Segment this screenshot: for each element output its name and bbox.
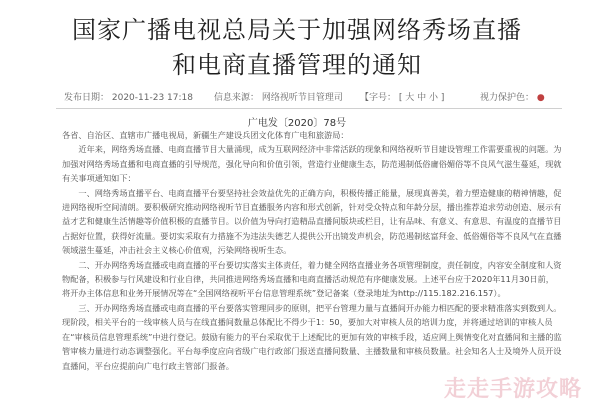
header-divider xyxy=(56,108,562,109)
info-source: 信息来源： 网络视听节目管理司 xyxy=(214,93,343,103)
publish-date: 发布日期： 2020-11-23 17:18 xyxy=(64,93,193,103)
body-paragraph-2: 二、开办网络秀场直播或电商直播的平台要切实落实主体责任，着力健全网络直播业务各项管理制度，责任制度，内容安全制度和人资物配备，积极参与行风建设和行业自律，共同推进网络秀场直播和电商直播活动规范有序健康发展。上述平台应于2020年11月30日前，将开办主体信息和业务开展情况等在“全国网络视听平台信息管理系统”登记备案（登录地址为http://115.182.216.157）。 xyxy=(62,259,562,299)
document-number: 广电发〔2020〕78号 xyxy=(247,118,347,129)
font-size-selector[interactable]: 【字号： [ 大 中 小 ] xyxy=(360,93,445,103)
eye-protection-toggle[interactable] xyxy=(480,90,545,103)
body-paragraph-3: 三、开办网络秀场直播或电商直播的平台要落实管理同步的原则，把平台管理力量与直播间开办能力相匹配的要求精准落实到数到人。现阶段，相关平台的一线审核人员与在线直播间数量总体配比不得少于1：50，要加大对审核人员的培训力度，并将通过培训的审核人员在“审核员信息管理系统”中进行登记。鼓励有能力的平台采取优于上述配比的更加有效的审核手段，适应网上舆情变化对直播间和主播的监管审核力量进行动态调整强化。平台每季度应向省级广电行政部门报送直播间数量、主播数量和审核员数量。社会知名人士及境外人员开设直播间，平台应提前向广电行政主管部门报备。 xyxy=(62,302,562,371)
document-body xyxy=(62,128,562,373)
document-meta-bar xyxy=(0,80,594,108)
salutation: 各省、自治区、直辖市广播电视局，新疆生产建设兵团文化体育广电和旅游局： xyxy=(62,130,349,140)
body-paragraph-1: 一、网络秀场直播平台、电商直播平台要坚持社会效益优先的正确方向，积极传播正能量，展现真善美，着力塑造健康的精神情趣，促进网络视听空间清朗。要积极研究推动网络视听节目直播服务内容和形式创新，针对受众特点和年龄分层，播出推荐追求劳动创造、展示有益才艺和健康生活情趣等价值积极的直播节目。以价值为导向打造精品直播间版块或栏目，让有品味、有意义、有意思、有温度的直播节目占据好位置，获得好流量。要切实采取有力措施不为违法失德艺人提供公开出镜发声机会，防范遏制炫富拜金、低俗媚俗等不良风气在直播领域滋生蔓延，冲击社会主义核心价值观，污染网络视听生态。 xyxy=(62,187,562,256)
body-paragraph-intro: 近年来，网络秀场直播、电商直播节目大量涌现，成为互联网经济中非常活跃的现象和网络视听节目建设管理工作需要重视的问题。为加强对网络秀场直播和电商直播的引导规范，强化导向和价值引领，营造行业健康生态，防范遏制低俗庸俗媚俗等不良风气滋生蔓延，现就有关事项通知如下： xyxy=(62,144,562,184)
watermark-logo: 走走手游攻略 xyxy=(444,377,583,402)
document-title-line-1: 国家广播电视总局关于加强网络秀场直播 xyxy=(72,16,522,44)
eye-protection-label: 视力保护色： xyxy=(480,93,535,103)
document-title-line-2: 和电商直播管理的通知 xyxy=(172,51,422,79)
eye-icon[interactable]: ● xyxy=(536,93,545,103)
